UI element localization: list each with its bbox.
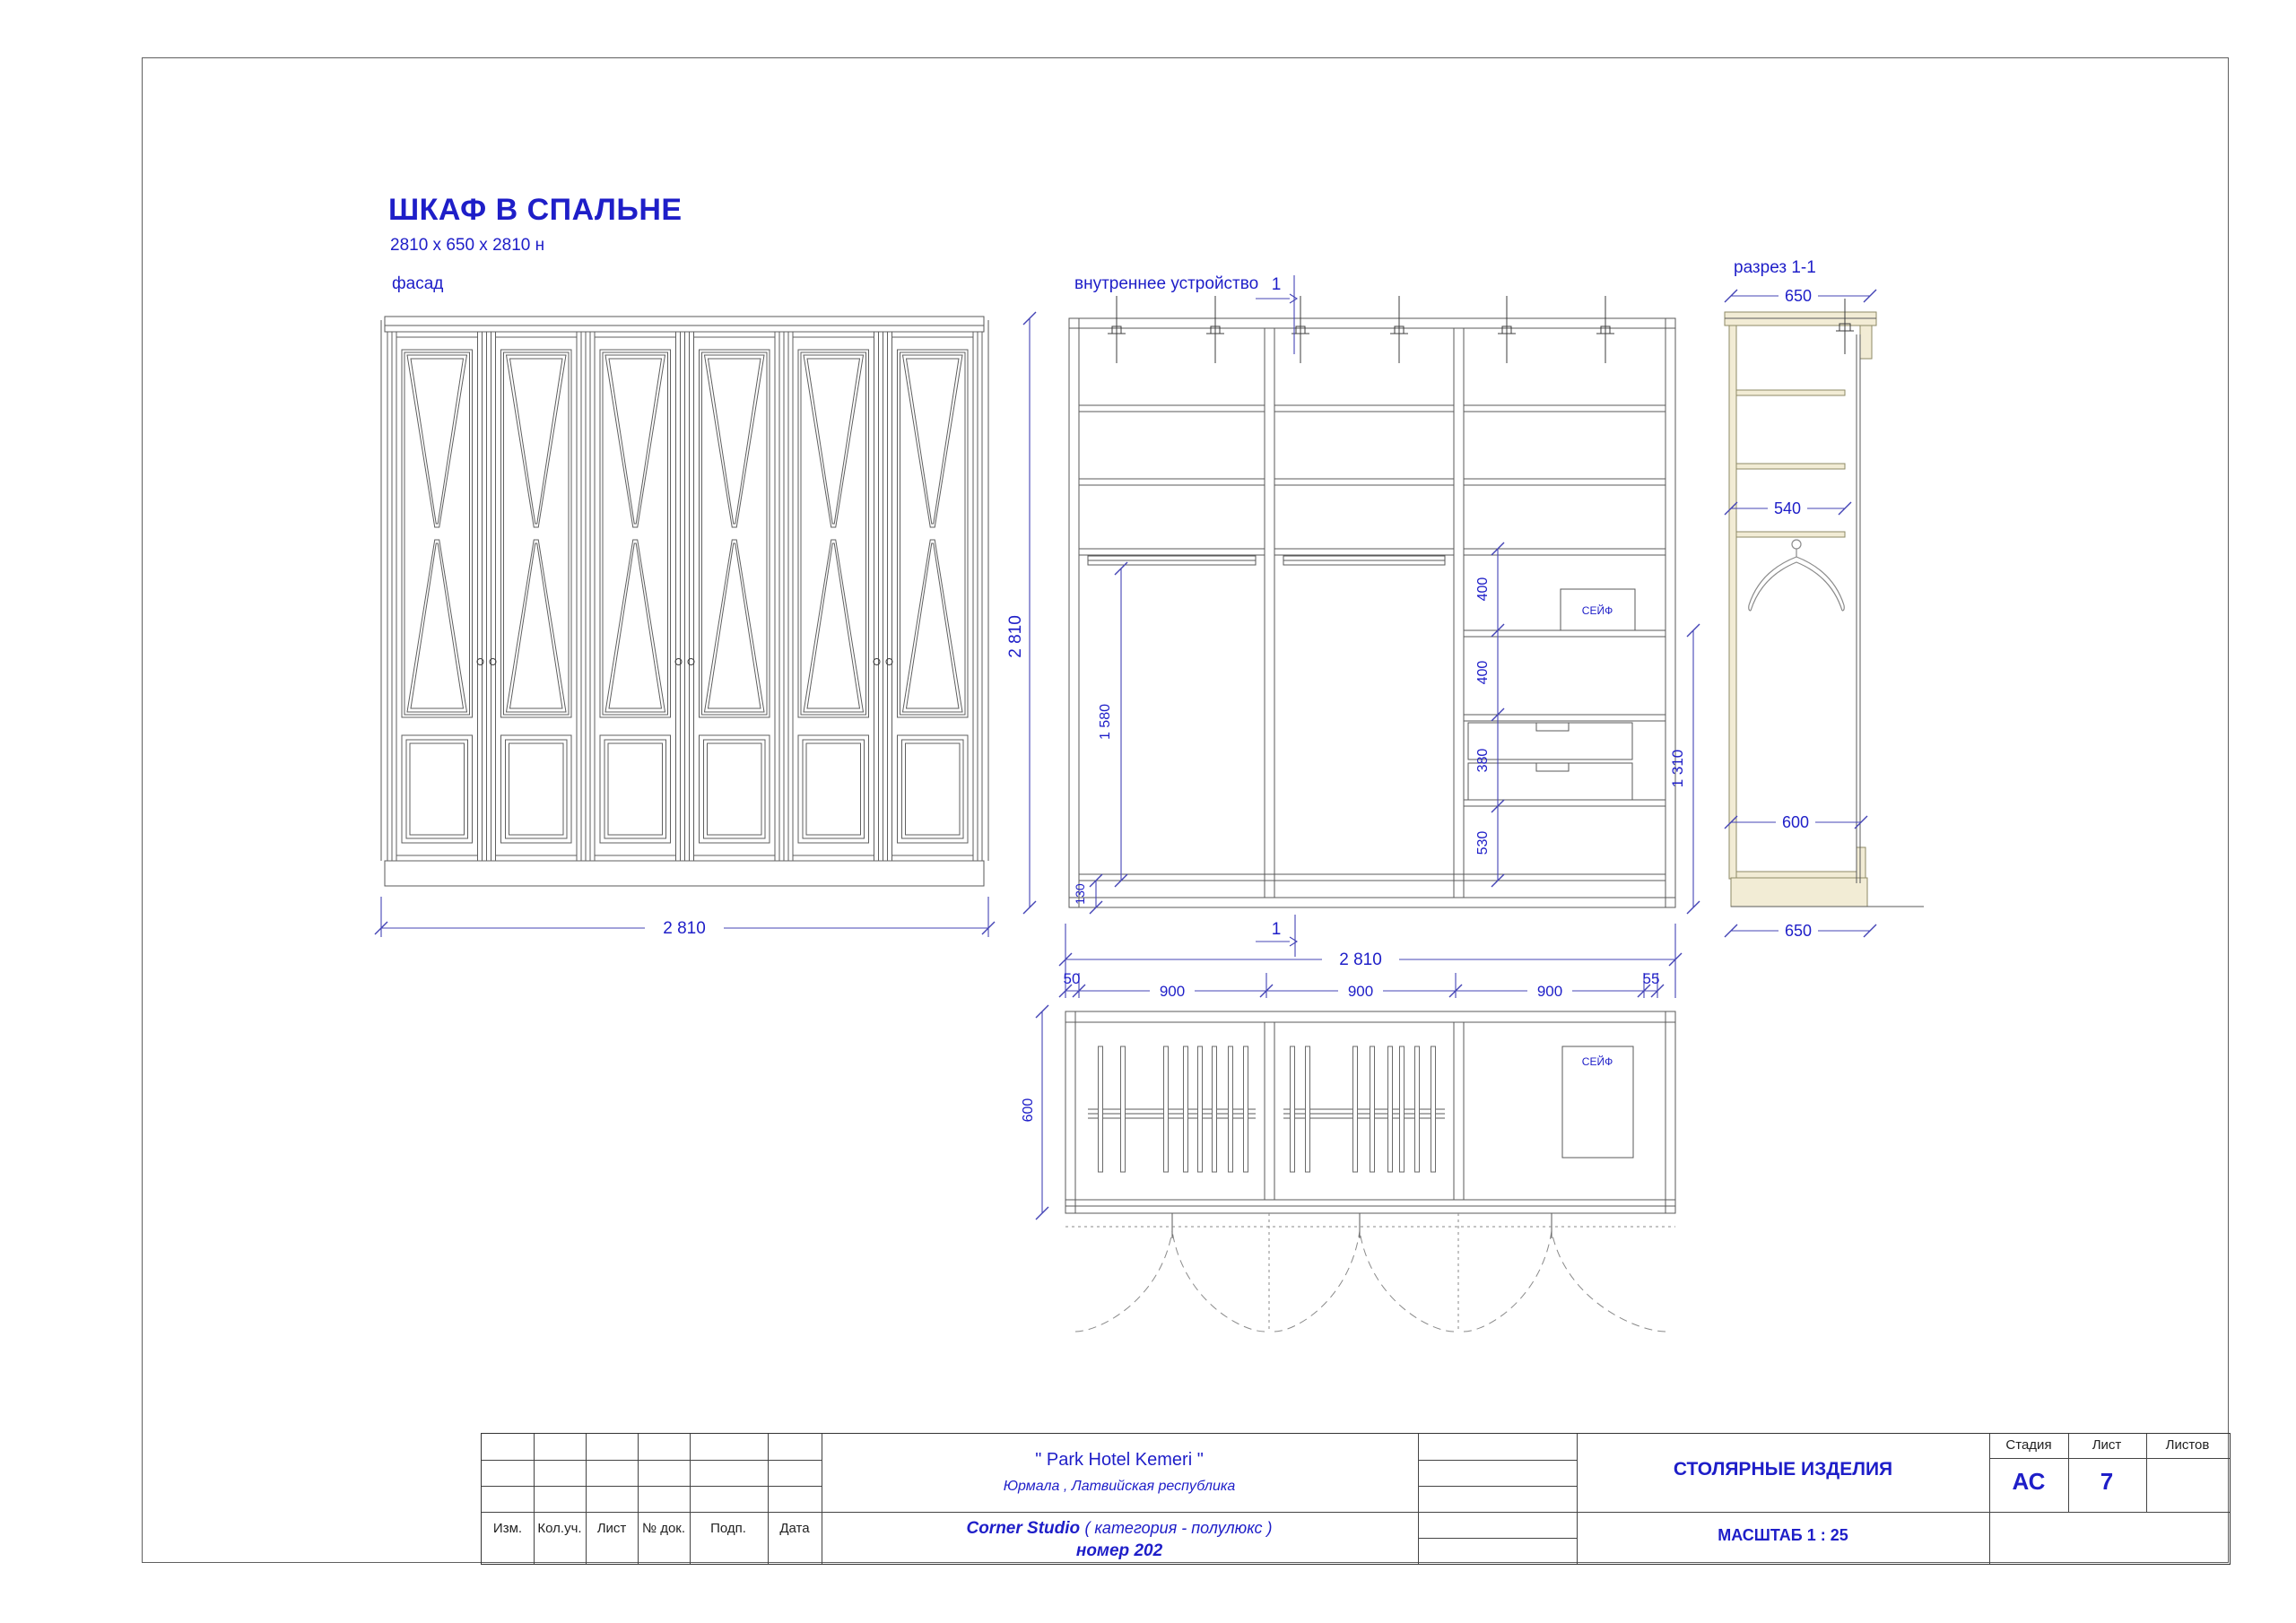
project-name: " Park Hotel Kemeri ": [1035, 1450, 1204, 1470]
wardrobe-doors: [387, 332, 982, 861]
dim-380: 380: [1475, 748, 1491, 773]
dim-50: 50: [1063, 970, 1081, 987]
dim-900a: 900: [1159, 983, 1186, 1000]
suspension-brackets: [1108, 296, 1614, 363]
studio-name: Corner Studio: [966, 1519, 1081, 1538]
facade-view-label: фасад: [392, 274, 444, 293]
section-cut-marks: [1256, 275, 1297, 957]
sheets-header: Листов: [2165, 1437, 2210, 1453]
section-lines: [1725, 318, 1924, 907]
project-location: Юрмала , Латвийская республика: [1003, 1479, 1236, 1494]
stage-value: АС: [2012, 1468, 2046, 1495]
category-label: ( категория - полулюкс ): [1084, 1519, 1273, 1537]
sheet-header: Лист: [2092, 1437, 2122, 1453]
dim-900c: 900: [1536, 983, 1563, 1000]
dim-hanging: 1 580: [1098, 703, 1113, 741]
title-block: [481, 1433, 2231, 1565]
room-number: номер 202: [1075, 1541, 1163, 1560]
hanger-icon: [1749, 540, 1845, 611]
section-540: 540: [1773, 499, 1802, 517]
page-title: ШКАФ В СПАЛЬНЕ: [388, 193, 683, 227]
dim-400-top: 400: [1475, 577, 1491, 602]
shelves: [1079, 405, 1665, 555]
dim-530: 530: [1475, 830, 1491, 855]
rev-header-podp: Подп.: [710, 1521, 746, 1536]
dim-height: 2 810: [1006, 615, 1025, 658]
hanging-rods: [1088, 556, 1445, 565]
rev-header-data: Дата: [779, 1521, 810, 1536]
rev-header-list: Лист: [596, 1521, 627, 1536]
rev-header-koluch: Кол.уч.: [537, 1521, 582, 1536]
internal-view-label: внутреннее устройство: [1074, 274, 1259, 293]
dim-total-width: 2 810: [1339, 950, 1382, 969]
stage-header: Стадия: [2005, 1437, 2052, 1453]
plan-depth: 600: [1021, 1098, 1036, 1123]
section-view-label: разрез 1-1: [1734, 258, 1816, 277]
door-leaf-marks: [1172, 1213, 1552, 1238]
section-mark-bottom: 1: [1271, 920, 1282, 939]
plan-safe-label: СЕЙФ: [1581, 1055, 1613, 1068]
section-mark-top: 1: [1271, 275, 1282, 294]
dim-plinth: 130: [1073, 883, 1087, 905]
dim-55: 55: [1642, 970, 1660, 987]
rev-header-izm: Изм.: [492, 1521, 523, 1536]
sheet-number: 7: [2100, 1468, 2114, 1495]
dim-1310: 1 310: [1669, 749, 1686, 788]
internal-drawing: [1006, 256, 1726, 1363]
internal-dimensions: [1030, 318, 1693, 1213]
document-title: СТОЛЯРНЫЕ ИЗДЕЛИЯ: [1673, 1459, 1893, 1480]
rev-header-ndok: № док.: [641, 1521, 686, 1536]
overall-dimensions: 2810 x 650 x 2810 н: [390, 236, 545, 255]
section-bracket: [1836, 299, 1854, 354]
dim-400-mid: 400: [1475, 660, 1491, 685]
section-drawing: [1709, 256, 1951, 1036]
door-swing-arcs: [1075, 1231, 1665, 1332]
section-width-bottom: 650: [1784, 922, 1813, 940]
section-600: 600: [1781, 813, 1810, 831]
scale-label: МАСШТАБ 1 : 25: [1718, 1526, 1848, 1544]
section-width-top: 650: [1784, 287, 1813, 305]
facade-width-value: 2 810: [663, 919, 706, 938]
facade-drawing: [363, 309, 1004, 950]
safe-label: СЕЙФ: [1581, 604, 1613, 617]
safe-and-drawers: [1464, 589, 1665, 806]
dim-900b: 900: [1347, 983, 1374, 1000]
